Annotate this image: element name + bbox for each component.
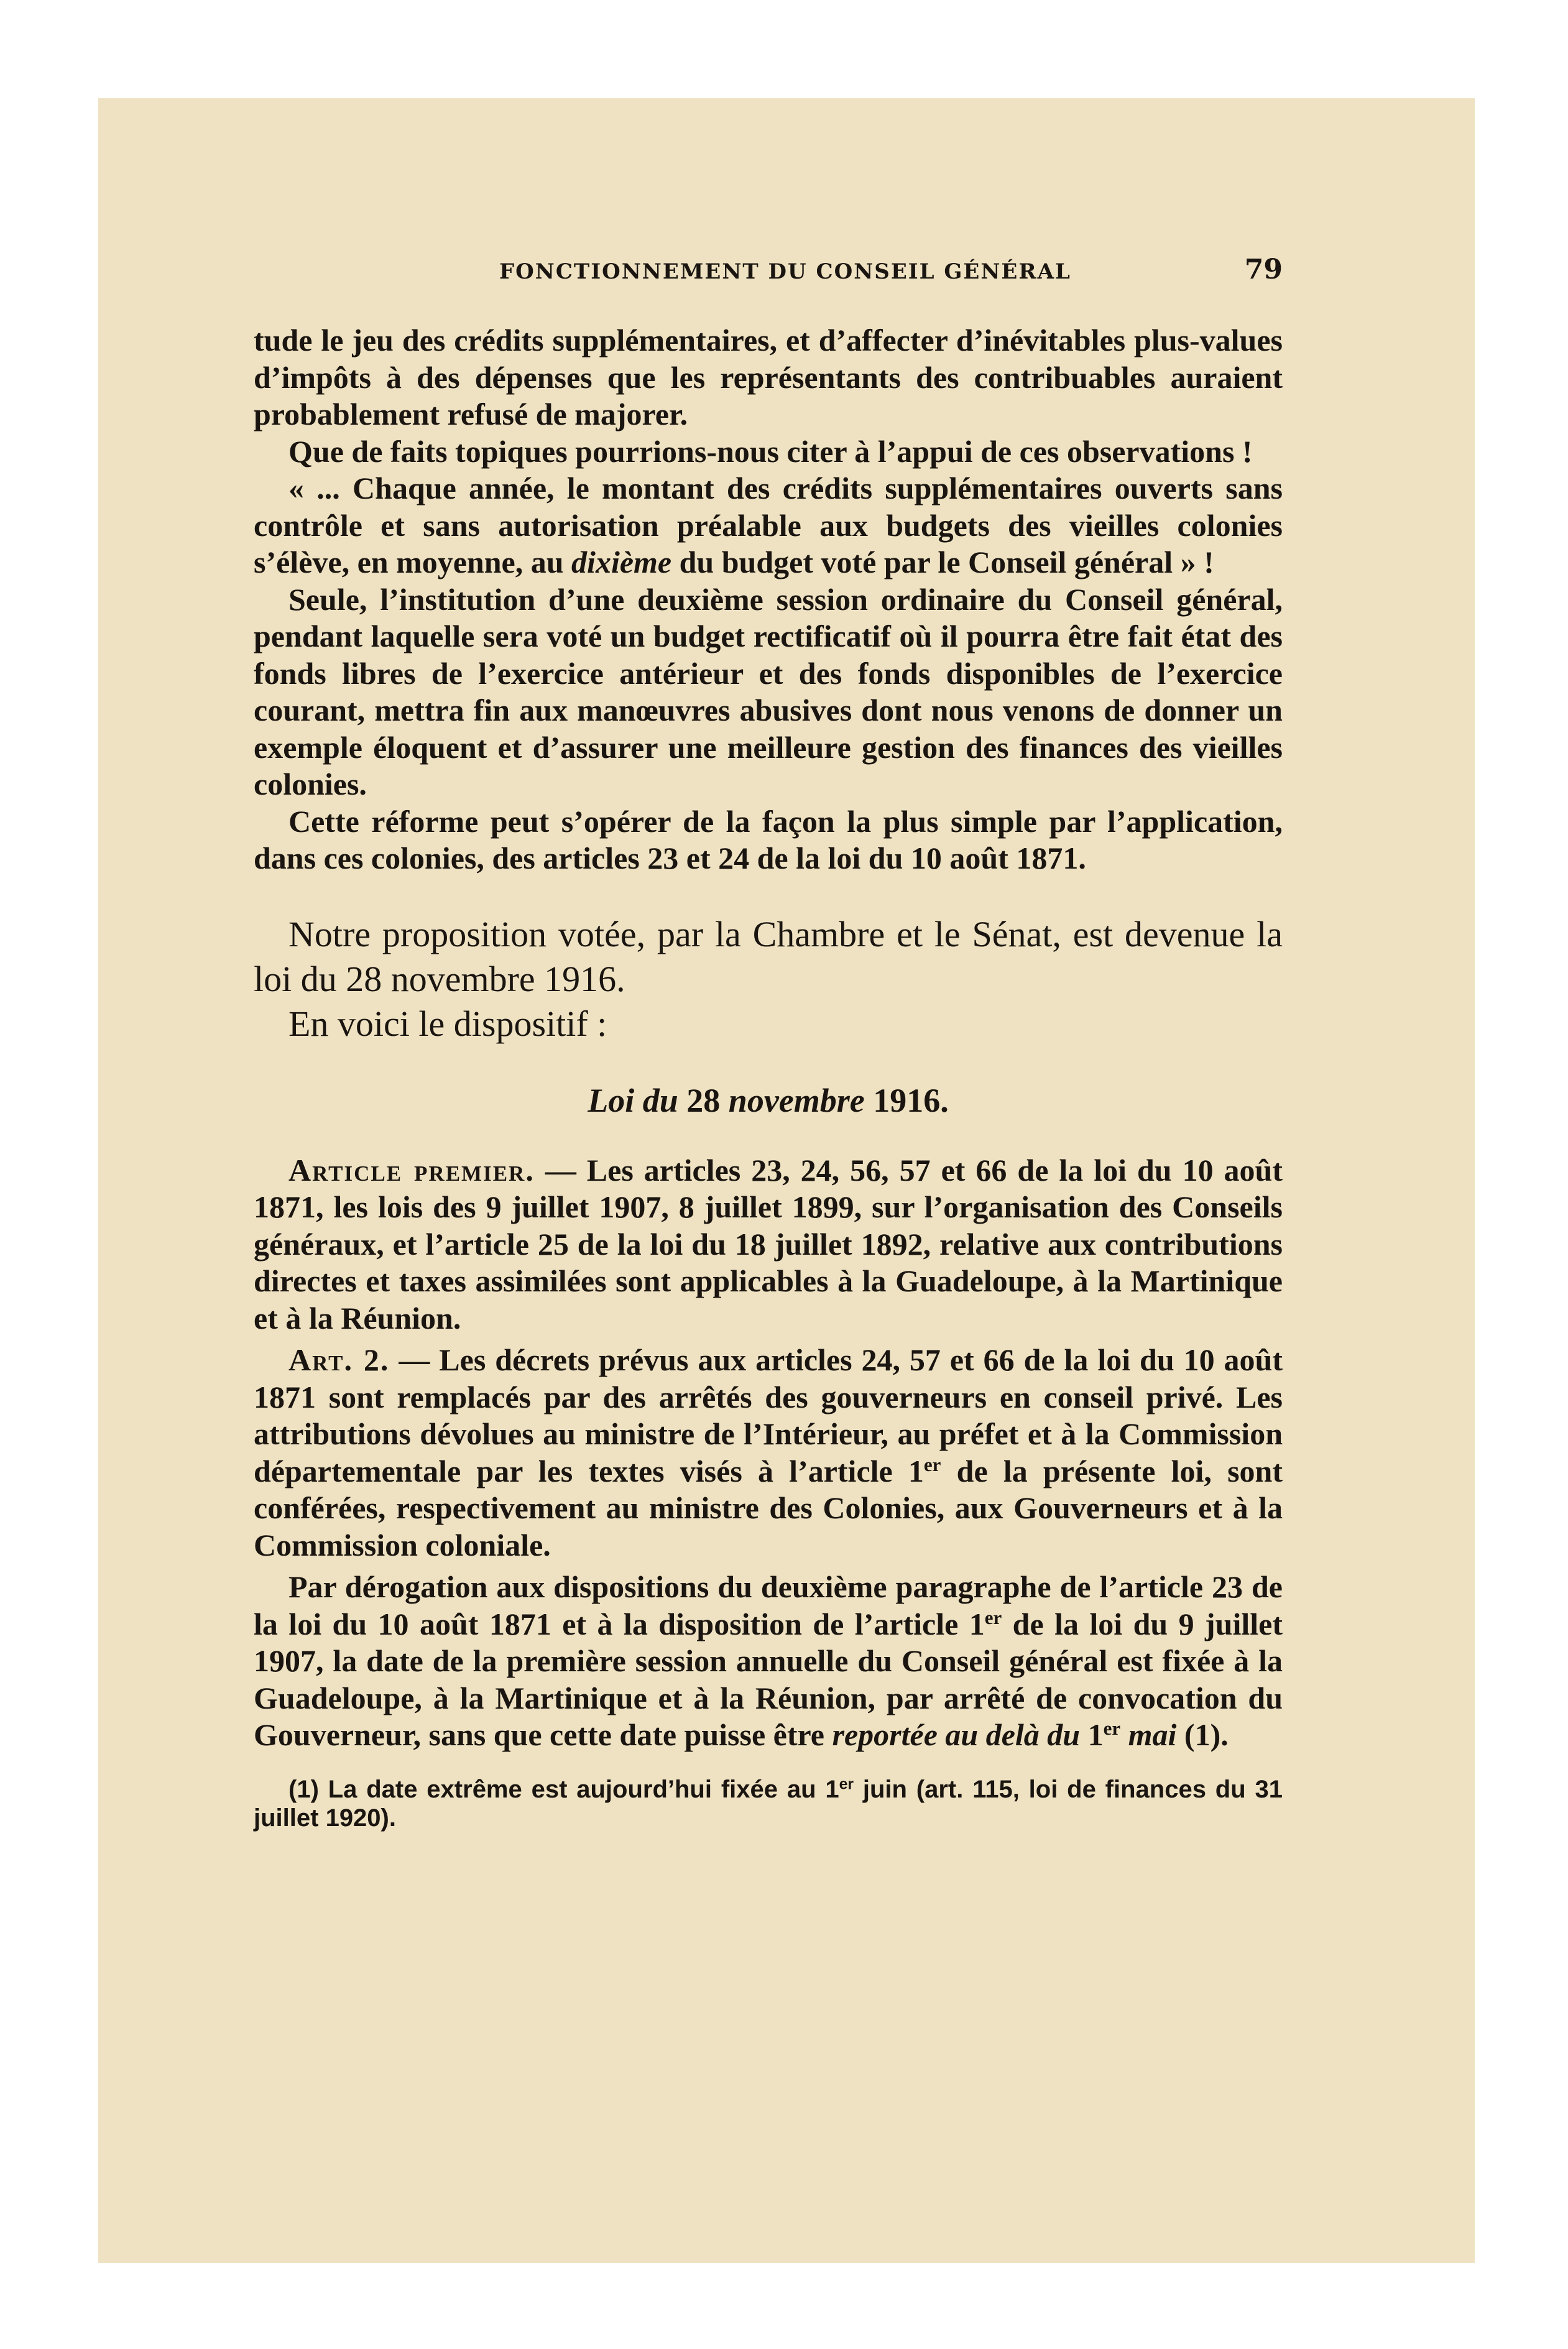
book-page	[98, 98, 1475, 2263]
paragraph: tude le jeu des crédits supplémentaires, et d’affecter d’inévitables plus-values d’impôts à des dépenses que les représentants des contribuables auraient probablement refusé de majorer.	[254, 323, 1283, 431]
article-1-text: — Les articles 23, 24, 56, 57 et 66 de la loi du 10 août 1871, les lois des 9 juillet 1907, 8 juillet 1899, sur l’organisation des Conseils généraux, et l’article 25 de la loi du 18 juillet 1892, relative aux contributions directes et taxes assimilées sont applicables à la Guadeloupe, à la Martinique et à la Réunion.	[254, 1152, 1283, 1336]
derogation-italic-2: mai	[1120, 1717, 1177, 1752]
law-articles	[254, 1152, 1283, 1754]
law-title-italic: Loi du	[588, 1081, 678, 1119]
footnote-sup: er	[839, 1775, 854, 1793]
law-title	[254, 1081, 1283, 1120]
article-2-sup: er	[923, 1453, 941, 1475]
quote-end: du budget voté par le Conseil général » !	[671, 545, 1214, 579]
article-1	[254, 1152, 1283, 1337]
law-title-year: 1916.	[864, 1081, 949, 1119]
law-title-month: novembre	[728, 1081, 865, 1119]
paragraph: Notre proposition votée, par la Chambre et le Sénat, est devenue la loi du 28 novembre 1916.	[254, 913, 1283, 999]
footnote-text-a: (1) La date extrême est aujourd’hui fixée au 1	[288, 1775, 839, 1803]
quote-italic: dixième	[571, 545, 672, 579]
article-2-label: Art. 2.	[288, 1342, 390, 1377]
article-2	[254, 1342, 1283, 1564]
page-header	[254, 254, 1283, 303]
paragraph: En voici le dispositif :	[288, 1003, 607, 1044]
proposition-block	[254, 912, 1283, 1046]
article-2-text-a: — Les décrets prévus aux articles 24, 57 et 66 de la loi du 10 août 1871 sont remplacés par des arrêtés des gouverneurs en conseil privé. Les attributions dévolues au ministre de l’Intérieur, au préfet et à la Commission départementale par les textes visés à l’article 1	[254, 1342, 1283, 1488]
article-2-text-b: de la présente loi, sont conférées, respectivement au ministre des Colonies, aux Gouverneurs et à la Commission coloniale.	[254, 1453, 1283, 1562]
commentary-block	[254, 322, 1283, 877]
quote-paragraph	[254, 470, 1283, 581]
paragraph: Que de faits topiques pourrions-nous citer à l’appui de ces observations !	[288, 433, 1253, 469]
derogation-italic: reportée au delà du	[832, 1717, 1081, 1752]
footnote	[254, 1775, 1283, 1832]
derogation-text-b: de la loi du 9 juillet 1907, la date de la première session annuelle du Conseil général est fixée à la Guadeloupe, à la Martinique et à la Réunion, par arrêté de convocation du Gouverneur, sans que cette date puisse être	[254, 1606, 1283, 1752]
derogation-paragraph	[254, 1569, 1283, 1754]
derogation-sup-2: er	[1103, 1717, 1121, 1739]
article-1-label: Article premier.	[288, 1152, 535, 1188]
paragraph: Cette réforme peut s’opérer de la façon la plus simple par l’application, dans ces colonies, des articles 23 et 24 de la loi du 10 août 1871.	[254, 803, 1283, 875]
footnote-text-b: juin (art. 115, loi de finances du 31 juillet 1920).	[254, 1775, 1283, 1832]
derogation-text-d: (1).	[1176, 1717, 1229, 1752]
derogation-text-c: 1	[1080, 1717, 1104, 1752]
derogation-text-a: Par dérogation aux dispositions du deuxième paragraphe de l’article 23 de la loi du 10 août 1871 et à la disposition de l’article 1	[254, 1569, 1283, 1641]
paragraph: Seule, l’institution d’une deuxième session ordinaire du Conseil général, pendant laquelle sera voté un budget rectificatif où il pourra être fait état des fonds libres de l’exercice antérieur et des fonds disponibles de l’exercice courant, mettra fin aux manœuvres abusives dont nous venons de donner un exemple éloquent et d’assurer une meilleure gestion des finances des vieilles colonies.	[254, 581, 1283, 801]
running-title: FONCTIONNEMENT DU CONSEIL GÉNÉRAL	[499, 259, 1071, 284]
page-number: 79	[1244, 254, 1283, 285]
quote-text: « ... Chaque année, le montant des crédits supplémentaires ouverts sans contrôle et sans autorisation préalable aux budgets des vieilles colonies s’élève, en moyenne, au	[254, 471, 1283, 579]
law-title-day: 28	[678, 1081, 729, 1119]
page-content	[254, 254, 1283, 1832]
derogation-sup-1: er	[984, 1606, 1002, 1628]
